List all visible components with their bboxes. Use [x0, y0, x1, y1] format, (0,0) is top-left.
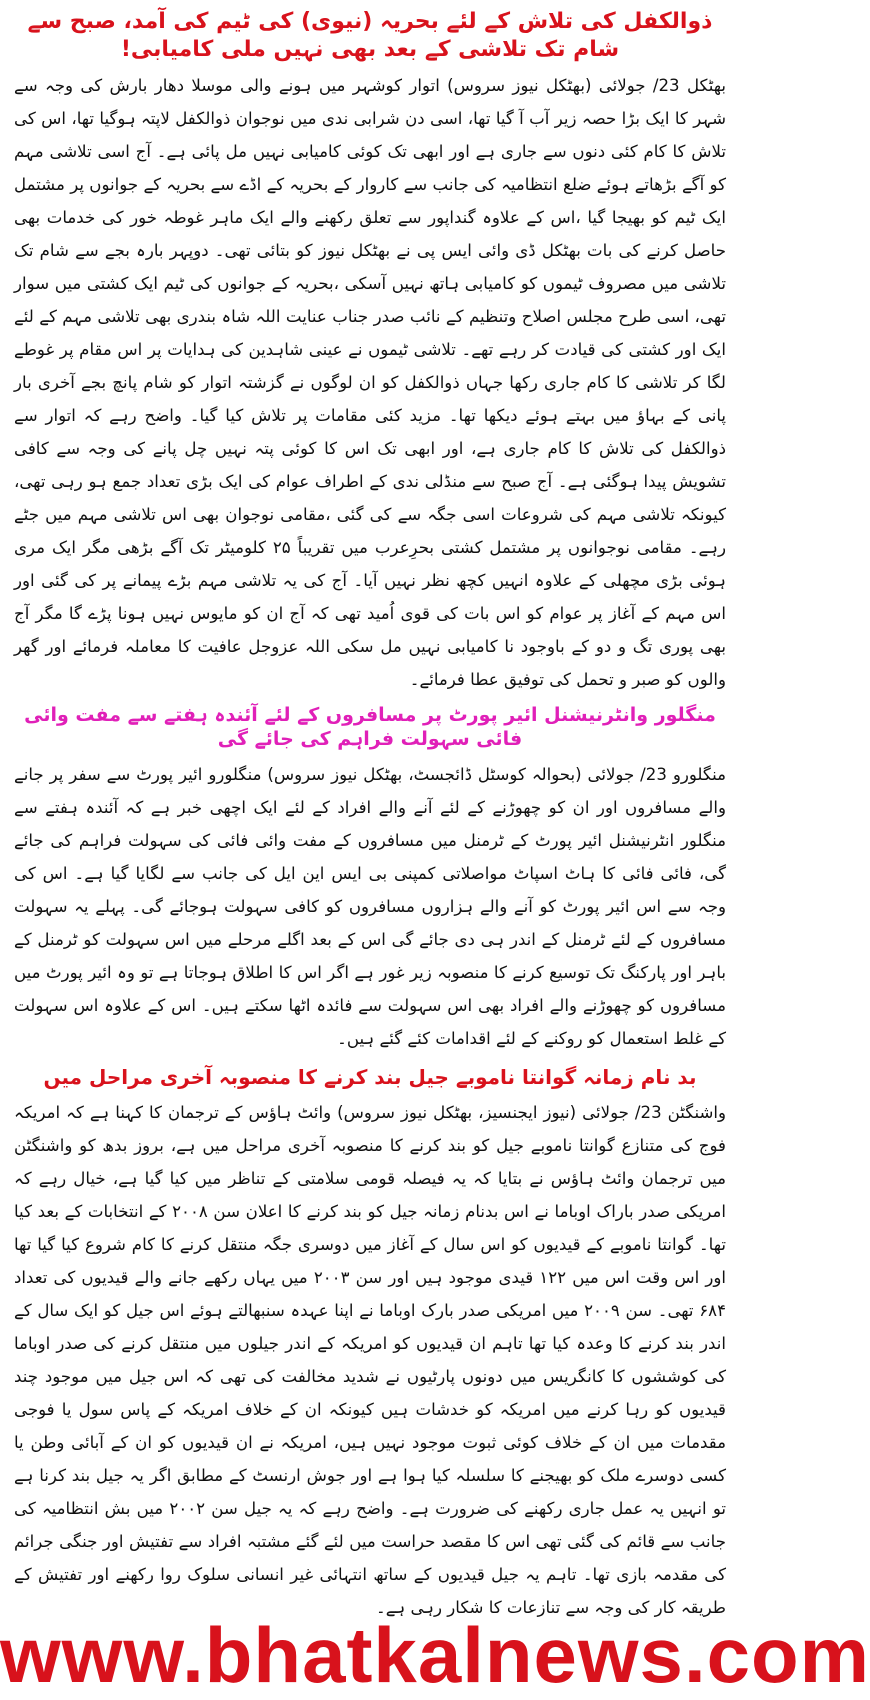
article-guantanamo: [14, 1055, 726, 1624]
article-zulkifl-search: [14, 0, 726, 696]
article-body: منگلورو 23/ جولائی (بحوالہ کوسٹل ڈائجسٹ، بھٹکل نیوز سروس) منگلورو ائیر پورٹ سے سفر پر جانے والے مسافروں اور ان کو چھوڑنے کے لئے آنے والے افراد کے لئے ایک اچھی خبر ہے کہ آئندہ ہفتے سے منگلور انٹرنیشنل ائیر پورٹ کے ٹرمنل میں مسافروں کے مفت وائی فائی کی سہولت فراہم کی جائے گی، فائی فائی کا ہاٹ اسپاٹ مواصلاتی کمپنی بی ایس این ایل کی جانب سے لگایا گیا ہے۔ اس کی وجہ سے اس ائیر پورٹ کو آنے والے ہزاروں مسافروں کو کافی سہولت ہوجائے گی۔ پہلے یہ سہولت مسافروں کے لئے ٹرمنل کے اندر ہی دی جائے گی اس کے بعد اگلے مرحلے میں اس سہولت کو ٹرمنل کے باہر اور پارکنگ تک توسیع کرنے کا منصوبہ زیر غور ہے اگر اس کا اطلاق ہوجاتا ہے تو وہ ائیر پورٹ میں مسافروں کو چھوڑنے والے افراد بھی اس سہولت سے فائدہ اٹھا سکتے ہیں۔ اس کے علاوہ اس سہولت کے غلط استعمال کو روکنے کے لئے اقدامات کئے گئے ہیں۔: [14, 764, 726, 1048]
site-watermark: www.bhatkalnews.com: [0, 1611, 870, 1699]
article-headline: ذوالکفل کی تلاش کے لئے بحریہ (نیوی) کی ٹیم کی آمد، صبح سے شام تک تلاشی کے بعد بھی نہیں ملی کامیابی!: [27, 9, 713, 62]
article-headline: بد نام زمانہ گوانتا ناموبے جیل بند کرنے کا منصوبہ آخری مراحل میں: [43, 1064, 697, 1089]
article-headline: منگلور وانٹرنیشنل ائیر پورٹ پر مسافروں کے لئے آئندہ ہفتے سے مفت وائی فائی سہولت فراہم کی جائے گی: [24, 704, 716, 750]
article-body: واشنگٹن 23/ جولائی (نیوز ایجنسیز، بھٹکل نیوز سروس) وائٹ ہاؤس کے ترجمان کا کہنا ہے کہ امریکہ فوج کی متنازع گوانتا ناموبے جیل کو بند کرنے کا منصوبہ آخری مراحل میں ہے، بروز بدھ کو واشنگٹن میں ترجمان وائٹ ہاؤس نے بتایا کہ یہ فیصلہ قومی سلامتی کے تناظر میں کیا گیا ہے، خیال رہے کہ امریکی صدر باراک اوباما نے اس بدنام زمانہ جیل کو بند کرنے کا اعلان سن ۲۰۰۸ کے انتخابات کے بعد کیا تھا۔ گوانتا ناموبے کے قیدیوں کو اس سال کے آغاز میں دوسری جگہ منتقل کرنے کا کام شروع کیا گیا تھا اور اس وقت اس میں ۱۲۲ قیدی موجود ہیں اور سن ۲۰۰۳ میں یہاں رکھے جانے والے قیدیوں کی تعداد ۶۸۴ تھی۔ سن ۲۰۰۹ میں امریکی صدر بارک اوباما نے اپنا عہدہ سنبھالتے ہوئے اس جیل کو ایک سال کے اندر بند کرنے کا وعدہ کیا تھا تاہم ان قیدیوں کو امریکہ کے اندر جیلوں میں منتقل کرنے کی صدر اوباما کی کوششوں کا کانگریس میں دونوں پارٹیوں نے شدید مخالفت کی تھی کہ اس جیل میں موجود چند قیدیوں کو رہا کرنے میں امریکہ کو خدشات ہیں کیونکہ ان کے خلاف امریکہ کے پاس سول یا فوجی مقدمات میں ان کے خلاف کوئی ثبوت موجود نہیں ہیں، امریکہ نے ان قیدیوں کو ان کے آبائی وطن یا کسی دوسرے ملک کو بھیجنے کا سلسلہ کیا ہوا ہے اور جوش ارنسٹ کے مطابق اگر یہ جیل بند کرنا ہے تو انہیں یہ عمل جاری رکھنے کی ضرورت ہے۔ واضح رہے کہ یہ جیل سن ۲۰۰۲ میں بش انتظامیہ کی جانب سے قائم کی گئی تھی اس کا مقصد حراست میں لئے گئے مشتبہ افراد سے تفتیش اور جنگی جرائم کی مقدمہ بازی تھا۔ تاہم یہ جیل قیدیوں کے ساتھ انتہائی غیر انسانی سلوک روا رکھنے اور تفتیش کے طریقہ کار کی وجہ سے تنازعات کا شکار رہی ہے۔: [14, 1102, 727, 1617]
article-body: بھٹکل 23/ جولائی (بھٹکل نیوز سروس) اتوار کوشہر میں ہونے والی موسلا دھار بارش کی وجہ سے شہر کا ایک بڑا حصہ زیر آب آ گیا تھا، اسی دن شرابی ندی میں نوجوان ذوالکفل لاپتہ ہوگیا تھا، اس کی تلاش کا کام کئی دنوں سے جاری ہے اور ابھی تک کوئی کامیابی نہیں مل پائی ہے۔ آج اسی تلاشی مہم کو آگے بڑھاتے ہوئے ضلع انتظامیہ کی جانب سے کاروار کے بحریہ کے اڈے سے بحریہ کے جوانوں پر مشتمل ایک ٹیم کو بھیجا گیا ،اس کے علاوہ گنداپور سے تعلق رکھنے والے ایک ماہر غوطہ خور کی خدمات بھی حاصل کرنے کی بات بھٹکل ڈی وائی ایس پی نے بھٹکل نیوز کو بتائی تھی۔ دوپہر بارہ بجے سے شام تک تلاشی میں مصروف ٹیموں کو کامیابی ہاتھ نہیں آسکی ،بحریہ کے جوانوں کی ٹیم ایک کشتی میں سوار تھی، اسی طرح مجلس اصلاح وتنظیم کے نائب صدر جناب عنایت اللہ شاہ بندری بھی تلاشی مہم کے لئے ایک اور کشتی کی قیادت کر رہے تھے۔ تلاشی ٹیموں نے عینی شاہدین کی ہدایات پر اس مقام پر غوطے لگا کر تلاشی کا کام جاری رکھا جہاں ذوالکفل کو ان لوگوں نے گزشتہ اتوار کو شام پانچ بجے آخری بار پانی کے بہاؤ میں بہتے ہوئے دیکھا تھا۔ مزید کئی مقامات پر تلاش کیا گیا۔ واضح رہے کہ اتوار سے ذوالکفل کی تلاش کا کام جاری ہے، اور ابھی تک اس کا کوئی پتہ نہیں چل پانے کی وجہ سے کافی تشویش پیدا ہوگئی ہے۔ آج صبح سے منڈلی ندی کے اطراف عوام کی ایک بڑی تعداد جمع ہو رہی تھی، کیونکہ تلاشی مہم کی شروعات اسی جگہ سے کی گئی ،مقامی نوجوان بھی اس تلاشی مہم میں جٹے رہے۔ مقامی نوجوانوں پر مشتمل کشتی بحرِعرب میں تقریباً ۲۵ کلومیٹر تک آگے بڑھی مگر ایک مری ہوئی بڑی مچھلی کے علاوہ انہیں کچھ نظر نہیں آیا۔ آج کی یہ تلاشی مہم بڑے پیمانے پر کی گئی اور اس مہم کے آغاز پر عوام کو اس بات کی قوی اُمید تھی کہ آج ان کو مایوس نہیں ہونا پڑے گا مگر آج بھی پوری تگ و دو کے باوجود نا کامیابی نہیں مل سکی اللہ عزوجل عافیت کا معاملہ فرمائے اور گھر والوں کو صبر و تحمل کی توفیق عطا فرمائے۔: [14, 76, 727, 689]
article-mangalore-wifi: [14, 696, 726, 1055]
